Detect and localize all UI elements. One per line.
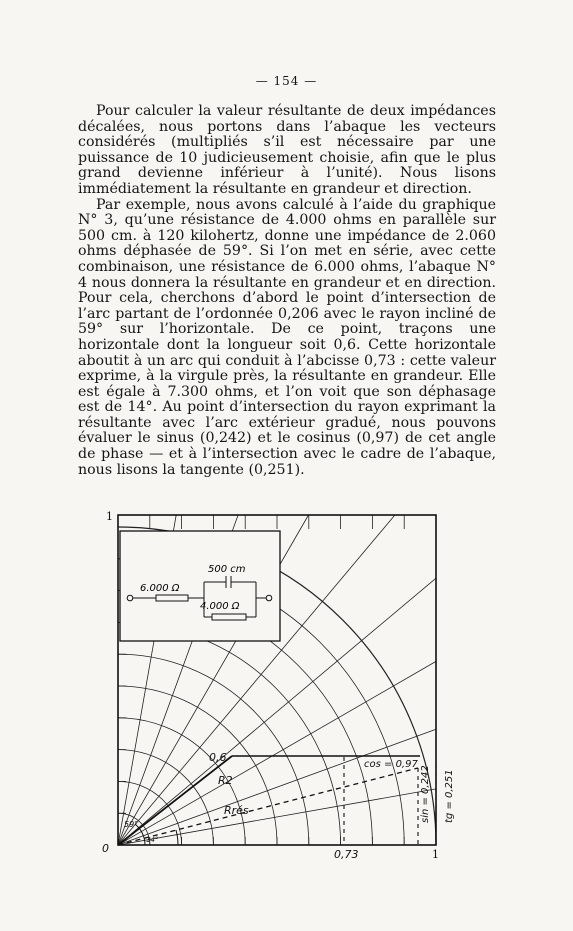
aux-arc	[118, 737, 213, 750]
result-label: Rrés	[224, 804, 249, 817]
abaque-figure	[96, 505, 476, 865]
cos-label: cos = 0,97	[364, 759, 418, 770]
capacitor-label: 500 cm	[208, 564, 246, 575]
series-resistor-label: 6.000 Ω	[140, 583, 180, 594]
angle-59-label: 59°	[124, 820, 139, 829]
angle-14-label: 14°	[146, 836, 159, 844]
tg-label: tg = 0,251	[444, 769, 455, 823]
body-text	[78, 104, 496, 478]
axis-right-label: 1	[432, 848, 439, 861]
parallel-resistor-label: 4.000 Ω	[200, 601, 240, 612]
paragraph: Pour calculer la valeur résultante de deux impédances décalées, nous portons dans l’abaque les vecteurs considérés (multipliés s’il est nécessaire par une puissance de 10 judicieusement choisie, afin que le plus grand devienne inférieur à l’unité). Nous lisons immédiatement la résultante en grandeur et direction.	[78, 103, 496, 197]
abscissa-mark: 0,73	[334, 848, 359, 861]
axis-top-label: 1	[106, 510, 113, 523]
page-number: — 154 —	[255, 74, 318, 88]
axis-origin-label: 0	[102, 842, 109, 855]
sin-label: sin = 0,242	[420, 765, 431, 823]
inset-circuit	[120, 531, 280, 641]
aux-arc	[118, 701, 245, 718]
paragraph: Par exemple, nous avons calculé à l’aide du graphique N° 3, qu’une résistance de 4.000 ohms en parallèle sur 500 cm. à 120 kilohertz, donne une impédance de 2.060 ohms déphasée de 59°. Si l’on met en série, avec cette combinaison, une résistance de 6.000 ohms, l’abaque N° 4 nous donnera la résultante en grandeur et en direction. Pour cela, cherchons d’abord le point d’intersection de l’arc partant de l’ordonnée 0,206 avec le rayon incliné de 59° sur l’horizontale. De ce point, traçons une horizontale dont la longueur soit 0,6. Cette horizontale aboutit à un arc qui conduit à l’abcisse 0,73 : cette valeur exprime, à la virgule près, la résultante en grandeur. Elle est égale à 7.300 ohms, et l’on voit que son déphasage est de 14°. Au point d’intersection du rayon exprimant la résultante avec l’arc extérieur gradué, nous pouvons évaluer le sinus (0,242) et le cosinus (0,97) de cet angle de phase — et à l’intersection avec le cadre de l’abaque, nous lisons la tangente (0,251).	[78, 196, 496, 478]
r2-label: R2	[218, 774, 233, 787]
ordinate-label: 0,6	[209, 751, 227, 764]
radial-line	[118, 729, 436, 845]
abaque-svg	[96, 505, 476, 865]
